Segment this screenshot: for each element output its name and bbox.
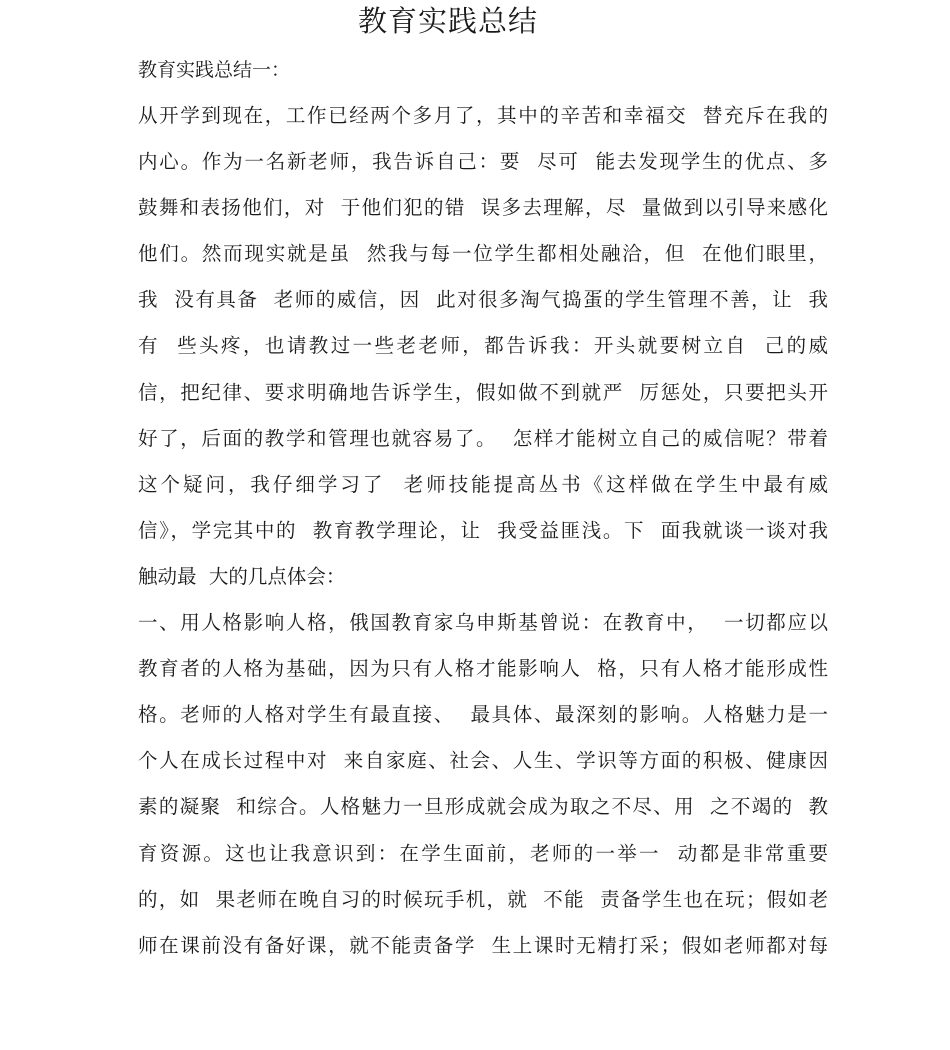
text-line: 鼓舞和表扬他们，对 于他们犯的错 误多去理解，尽 量做到以引导来感化 [138, 196, 828, 220]
text-line: 一、用人格影响人格，俄国教育家乌申斯基曾说：在教育中， 一切都应以 [138, 611, 828, 635]
document-title: 教育实践总结 [357, 4, 538, 38]
text-line: 触动最 大的几点体会： [138, 564, 346, 588]
text-line: 我 没有具备 老师的威信，因 此对很多淘气捣蛋的学生管理不善，让 我 [138, 288, 828, 312]
text-line: 育资源。这也让我意识到：在学生面前，老师的一举一 动都是非常重要 [138, 841, 828, 865]
text-line: 他们。然而现实就是虽 然我与每一位学生都相处融洽，但 在他们眼里， [138, 242, 828, 266]
text-line: 这个疑问，我仔细学习了 老师技能提高丛书《这样做在学生中最有威 [138, 472, 828, 496]
text-line: 从开学到现在，工作已经两个多月了，其中的辛苦和幸福交 替充斥在我的 [138, 104, 828, 127]
text-line: 个人在成长过程中对 来自家庭、社会、人生、学识等方面的积极、健康因 [138, 749, 828, 773]
text-line: 格。老师的人格对学生有最直接、 最具体、最深刻的影响。人格魅力是一 [138, 703, 828, 727]
text-line: 内心。作为一名新老师，我告诉自己：要 尽可 能去发现学生的优点、多 [138, 150, 828, 174]
section-heading: 教育实践总结一： [138, 59, 291, 81]
text-line: 有 些头疼，也请教过一些老老师，都告诉我：开头就要树立自 己的威 [138, 334, 828, 358]
text-line: 好了，后面的教学和管理也就容易了。 怎样才能树立自己的威信呢？带着 [138, 426, 828, 450]
text-line: 信》，学完其中的 教育教学理论，让 我受益匪浅。下 面我就谈一谈对我 [138, 518, 828, 542]
text-line: 的，如 果老师在晚自习的时候玩手机，就 不能 责备学生也在玩；假如老 [138, 887, 828, 911]
text-line: 教育者的人格为基础，因为只有人格才能影响人 格，只有人格才能形成性 [138, 657, 828, 681]
text-line: 师在课前没有备好课，就不能责备学 生上课时无精打采；假如老师都对每 [138, 933, 828, 957]
text-line: 信，把纪律、要求明确地告诉学生，假如做不到就严 厉惩处，只要把头开 [138, 380, 828, 404]
body-text [138, 101, 828, 977]
text-line: 素的凝聚 和综合。人格魅力一旦形成就会成为取之不尽、用 之不竭的 教 [138, 795, 828, 819]
